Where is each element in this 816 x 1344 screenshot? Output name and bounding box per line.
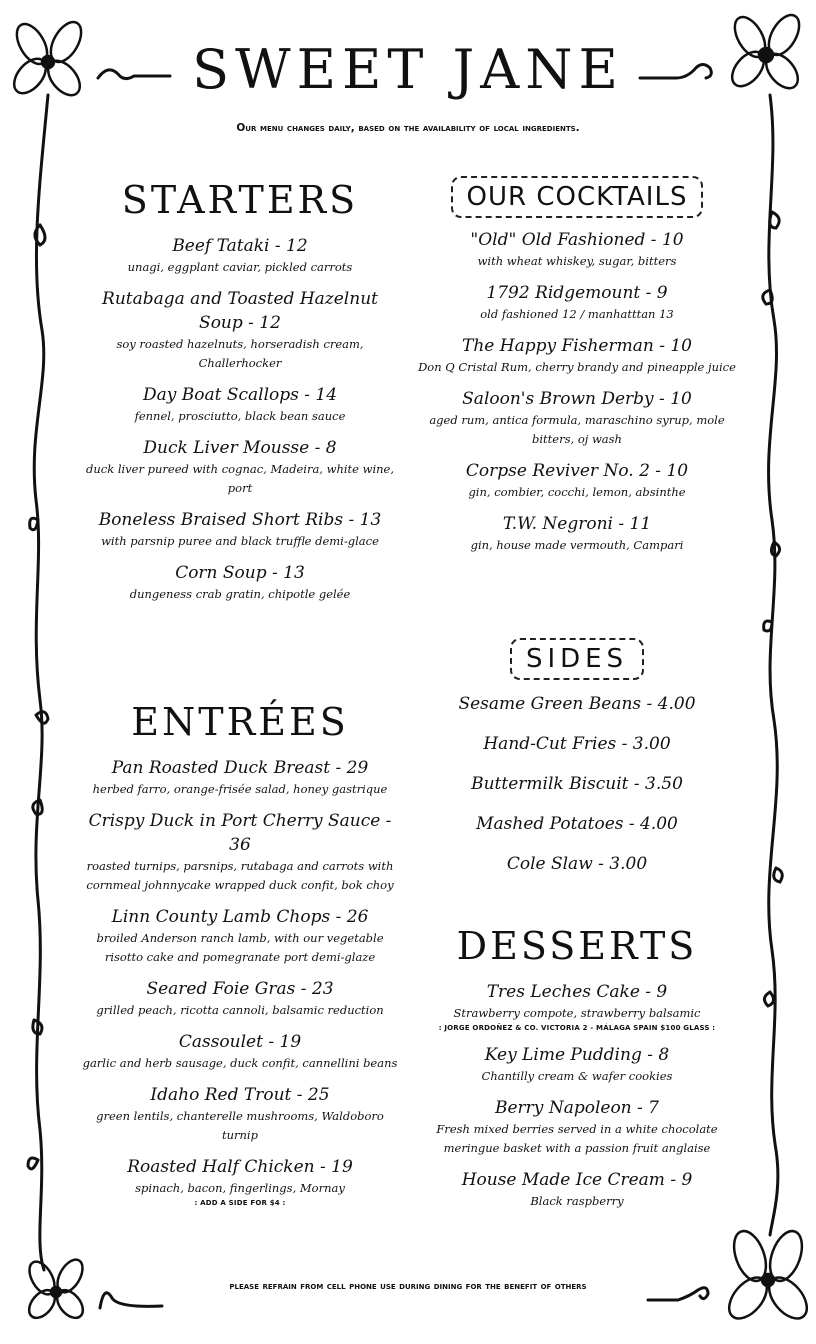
menu-item-name: Duck Liver Mousse - 8 [143, 438, 337, 458]
footer-note: please refrain from cell phone use during dining for the benefit of others [229, 1281, 587, 1292]
menu-item-description: unagi, eggplant caviar, pickled carrots [127, 260, 353, 274]
menu-item-description: garlic and herb sausage, duck confit, cannellini beans [82, 1056, 398, 1070]
menu-item-name: Day Boat Scallops - 14 [142, 385, 338, 405]
menu-item-description: gin, combier, cocchi, lemon, absinthe [468, 485, 686, 499]
menu-tagline: Our menu changes daily, based on the availability of local ingredients. [236, 122, 580, 134]
menu-item [82, 561, 398, 604]
desserts-list [418, 980, 736, 1211]
menu-item-name: "Old" Old Fashioned - 10 [470, 230, 684, 250]
entrees-heading: ENTRÉES [131, 700, 349, 744]
menu-item-description: spinach, bacon, fingerlings, Mornay [135, 1181, 345, 1195]
menu-item [418, 512, 736, 555]
menu-item-name: Seared Foie Gras - 23 [146, 979, 334, 999]
menu-item [418, 1096, 736, 1158]
menu-item-name: Linn County Lamb Chops - 26 [111, 907, 369, 927]
menu-item-name: Crispy Duck in Port Cherry Sauce - 36 [88, 811, 392, 855]
menu-item [82, 1155, 398, 1208]
menu-item-description: Black raspberry [530, 1194, 624, 1208]
menu-item [82, 287, 398, 373]
menu-item-name: Beef Tataki - 12 [172, 236, 308, 256]
menu-item [418, 281, 736, 324]
sides-heading: SIDES [510, 638, 644, 680]
menu-item [82, 809, 398, 895]
menu-item-description: Fresh mixed berries served in a white chocolate meringue basket with a passion fruit anglaise [436, 1122, 718, 1155]
menu-item-description: Strawberry compote, strawberry balsamic [453, 1006, 701, 1020]
menu-item-description: green lentils, chanterelle mushrooms, Waldoboro turnip [96, 1109, 384, 1142]
menu-item-name: The Happy Fisherman - 10 [462, 336, 692, 356]
menu-item-name: Boneless Braised Short Ribs - 13 [98, 510, 382, 530]
menu-item-name: Rutabaga and Toasted Hazelnut Soup - 12 [102, 289, 378, 333]
menu-item-description: gin, house made vermouth, Campari [470, 538, 684, 552]
flower-icon [722, 1227, 814, 1326]
menu-item-name: Corpse Reviver No. 2 - 10 [465, 461, 689, 481]
menu-item [82, 1030, 398, 1073]
menu-item [82, 234, 398, 277]
side-item: Mashed Potatoes - 4.00 [476, 814, 678, 834]
menu-item [82, 1083, 398, 1145]
cocktails-list [418, 228, 736, 555]
menu-item [82, 905, 398, 967]
desserts-heading: DESSERTS [456, 924, 698, 968]
menu-item-description: broiled Anderson ranch lamb, with our vegetable risotto cake and pomegranate port demi-glaze [96, 931, 384, 964]
menu-item-name: Berry Napoleon - 7 [495, 1098, 659, 1118]
starters-list [82, 234, 398, 604]
restaurant-title: SWEET JANE [192, 38, 624, 101]
entrees-section [82, 698, 398, 1208]
menu-item [418, 1168, 736, 1211]
menu-item [418, 228, 736, 271]
menu-item-description: fennel, prosciutto, black bean sauce [134, 409, 346, 423]
menu-item-name: Tres Leches Cake - 9 [486, 982, 668, 1002]
menu-item-description: grilled peach, ricotta cannoli, balsamic reduction [96, 1003, 384, 1017]
menu-item-name: Idaho Red Trout - 25 [150, 1085, 330, 1105]
cocktails-heading: OUR COCKTAILS [451, 176, 704, 218]
side-item: Buttermilk Biscuit - 3.50 [471, 774, 683, 794]
menu-item-description: herbed farro, orange-frisée salad, honey gastrique [92, 782, 388, 796]
menu-item-name: House Made Ice Cream - 9 [461, 1170, 693, 1190]
menu-item-description: duck liver pureed with cognac, Madeira, white wine, port [85, 462, 395, 495]
side-item: Cole Slaw - 3.00 [506, 854, 648, 874]
menu-item-name: Roasted Half Chicken - 19 [127, 1157, 353, 1177]
entrees-list [82, 756, 398, 1208]
cocktails-section [418, 176, 736, 555]
menu-item-name: Key Lime Pudding - 8 [484, 1045, 670, 1065]
menu-item [82, 977, 398, 1020]
menu-item-name: Pan Roasted Duck Breast - 29 [111, 758, 369, 778]
menu-item-description: with wheat whiskey, sugar, bitters [477, 254, 677, 268]
menu-item-name: Corn Soup - 13 [175, 563, 305, 583]
menu-item-note: : JORGE ORDOÑEZ & CO. VICTORIA 2 - MÁLAGA SPAIN $100 GLASS : [438, 1024, 716, 1032]
menu-item [82, 508, 398, 551]
side-item: Sesame Green Beans - 4.00 [458, 694, 696, 714]
menu-item [418, 459, 736, 502]
menu-item-name: T.W. Negroni - 11 [502, 514, 652, 534]
menu-item [418, 387, 736, 449]
menu-item-description: roasted turnips, parsnips, rutabaga and carrots with cornmeal johnnycake wrapped duck confit, bok choy [86, 859, 394, 892]
menu-item [82, 756, 398, 799]
menu-item-name: Saloon's Brown Derby - 10 [462, 389, 692, 409]
menu-item-description: soy roasted hazelnuts, horseradish cream, Challerhocker [116, 337, 364, 370]
menu-item-description: with parsnip puree and black truffle demi-glace [101, 534, 379, 548]
menu-item-description: aged rum, antica formula, maraschino syrup, mole bitters, oj wash [429, 413, 725, 446]
starters-section [82, 176, 398, 604]
side-item: Hand-Cut Fries - 3.00 [483, 734, 671, 754]
menu-item-description: dungeness crab gratin, chipotle gelée [129, 587, 351, 601]
menu-item-description: Chantilly cream & wafer cookies [481, 1069, 673, 1083]
menu-item [418, 980, 736, 1033]
menu-item [418, 1043, 736, 1086]
desserts-section [418, 922, 736, 1211]
starters-heading: STARTERS [121, 178, 359, 222]
menu-item-name: 1792 Ridgemount - 9 [486, 283, 668, 303]
menu-item-note: : ADD A SIDE FOR $4 : [194, 1199, 286, 1207]
menu-item [82, 383, 398, 426]
sides-section [418, 638, 736, 876]
menu-item-description: old fashioned 12 / manhatttan 13 [480, 307, 674, 321]
menu-item [82, 436, 398, 498]
menu-item-name: Cassoulet - 19 [178, 1032, 302, 1052]
sides-list [418, 692, 736, 876]
menu-item [418, 334, 736, 377]
menu-item-description: Don Q Cristal Rum, cherry brandy and pineapple juice [418, 360, 736, 374]
